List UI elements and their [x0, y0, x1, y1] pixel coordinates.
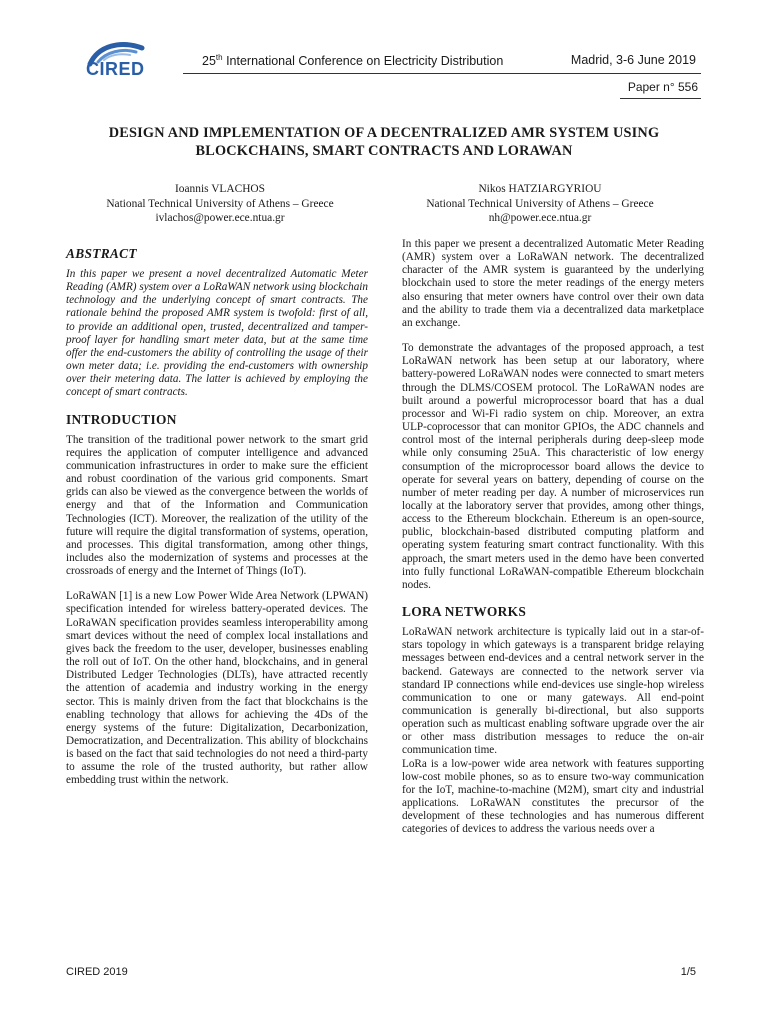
lora-networks-heading: LORA NETWORKS [402, 604, 527, 620]
page-number: 1/5 [680, 966, 696, 978]
body-paragraph-1: In this paper we present a decentralized Automatic Meter Reading (AMR) system over a LoRaWAN network. The decentralized character of the AMR system is guaranteed by the underlying blockchain used to store the meter readings of the energy meters also ensuring that meter owners have control over their own data and the ability to trade them via a decentralized data marketplace an exchange. [402, 238, 704, 329]
author-name: Nikos HATZIARGYRIOU [478, 183, 602, 195]
paper-number-rule [620, 98, 701, 99]
body-paragraph-2: To demonstrate the advantages of the proposed approach, a test LoRaWAN network has been setup at our laboratory, where battery-powered LoRaWAN nodes were connected to smart meters through the DLMS/COSEM protocol. The LoRaWAN nodes are built around a powerful microprocessor board that has a dual processor and Wi-Fi radio system on chip. Moreover, an extra ULP-coprocessor that can monitor GPIOs, the ADC channels and control most of the internal peripherals during deep-sleep mode while only consuming 25uA. This characteristic of low energy consumption of the microprocessor board allows the device to operate for several years on battery, depending of course on the number of meter reading per day. A number of microservices run locally at the laboratory server that provides, among other things, access to the Ethereum blockchain. Ethereum is an open-source, public, blockchain-based distributed computing platform and operating system featuring smart contract functionality. With this approach, the smart meters used in the demo have been converted into fully functional LoRaWAN-compatible Ethereum blockchain nodes. [402, 342, 704, 591]
paper-title: DESIGN AND IMPLEMENTATION OF A DECENTRALIZED AMR SYSTEM USING BLOCKCHAINS, SMART CONTRACTS AND LORAWAN [108, 125, 660, 159]
introduction-paragraph-1: The transition of the traditional power network to the smart grid requires the application of computer intelligence and advanced communication infrastructures in order to make sure the efficient and robust coordination of the various grid components. Smart grids can also be viewed as the convergence between the worlds of energy and that of the Information and Communication Technologies (ICT). Moreover, the realization of the utility of the future will require the digital transformation of systems, operation, and processes. This digital transformation, among other things, includes also the modernization of systems and processes at the crossroads of energy and the Internet of Things (IoT). [66, 433, 368, 578]
body-paragraph-4: LoRa is a low-power wide area network with features supporting low-cost mobile phones, so as to ensure two-way communication for the IoT, machine-to-machine (M2M), smart city and industrial applications. LoRaWAN constitutes the precursor of the development of these technologies and has numerous different categories of devices to address the various needs over a [402, 757, 704, 836]
author-affiliation: National Technical University of Athens – Greece [106, 197, 334, 210]
body-paragraph-3: LoRaWAN network architecture is typically laid out in a star-of-stars topology in which gateways is a transparent bridge relaying messages between end-devices and a central network server in the backend. Gateways are connected to the network server via standard IP connections while end-devices use single-hop wireless communication to one or many gateways. All end-point communication is generally bi-directional, but also supports operation such as multicast enabling software upgrade over the air or other mass distribution messages to reduce the on-air communication time. [402, 626, 704, 757]
logo-text: CIRED [86, 59, 145, 79]
introduction-heading: INTRODUCTION [66, 411, 177, 427]
venue-date: Madrid, 3-6 June 2019 [570, 53, 696, 67]
author-name: Ioannis VLACHOS [175, 183, 265, 195]
author-affiliation: National Technical University of Athens – Greece [426, 197, 654, 210]
footer-conference: CIRED 2019 [66, 966, 128, 978]
author-block-1 [55, 182, 385, 226]
header-rule [183, 73, 701, 74]
author-block-2 [375, 182, 705, 226]
left-column [66, 246, 368, 788]
right-column [402, 238, 704, 837]
paper-number: Paper n° 556 [627, 80, 698, 94]
author-email[interactable]: ivlachos@power.ece.ntua.gr [155, 212, 285, 224]
abstract-text: In this paper we present a novel decentralized Automatic Meter Reading (AMR) system over a LoRaWAN network using blockchain technology and the underlying concept of smart contracts. The rationale behind the proposed AMR system is twofold: first of all, to provide an additional open, trusted, decentralized and tamper-proof layer for handling smart meter data, but at the same time offer the end-customers the ability of controlling the usage of their own meter data; i.e. providing the end-customers with ownership over their metering data. The latter is achieved by employing the concept of smart contracts. [66, 268, 368, 399]
author-email[interactable]: nh@power.ece.ntua.gr [488, 212, 592, 224]
conference-title: 25th International Conference on Electricity Distribution [202, 53, 504, 69]
abstract-heading: ABSTRACT [66, 246, 137, 261]
introduction-paragraph-2: LoRaWAN [1] is a new Low Power Wide Area Network (LPWAN) specification intended for wireless battery-operated devices. The LoRaWAN specification provides seamless interoperability among smart devices without the need of complex local installations and gives back the freedom to the user, developer, businesses enabling the roll out of IoT. On the other hand, blockchains, and in general Distributed Ledger Technologies (DLTs), have attracted recently the attention of academia and industry working in the energy sector. This is mainly driven from the fact that blockchains is the enabling technology that allows for achieving the 4Ds of the energy systems of the future: Digitalization, Decarbonization, Democratization, and Decentralization. This ability of blockchains is based on the fact that said technologies do not need a third-party to assume the role of the trusted authority, but rather allow embedding trust within the network. [66, 590, 368, 787]
